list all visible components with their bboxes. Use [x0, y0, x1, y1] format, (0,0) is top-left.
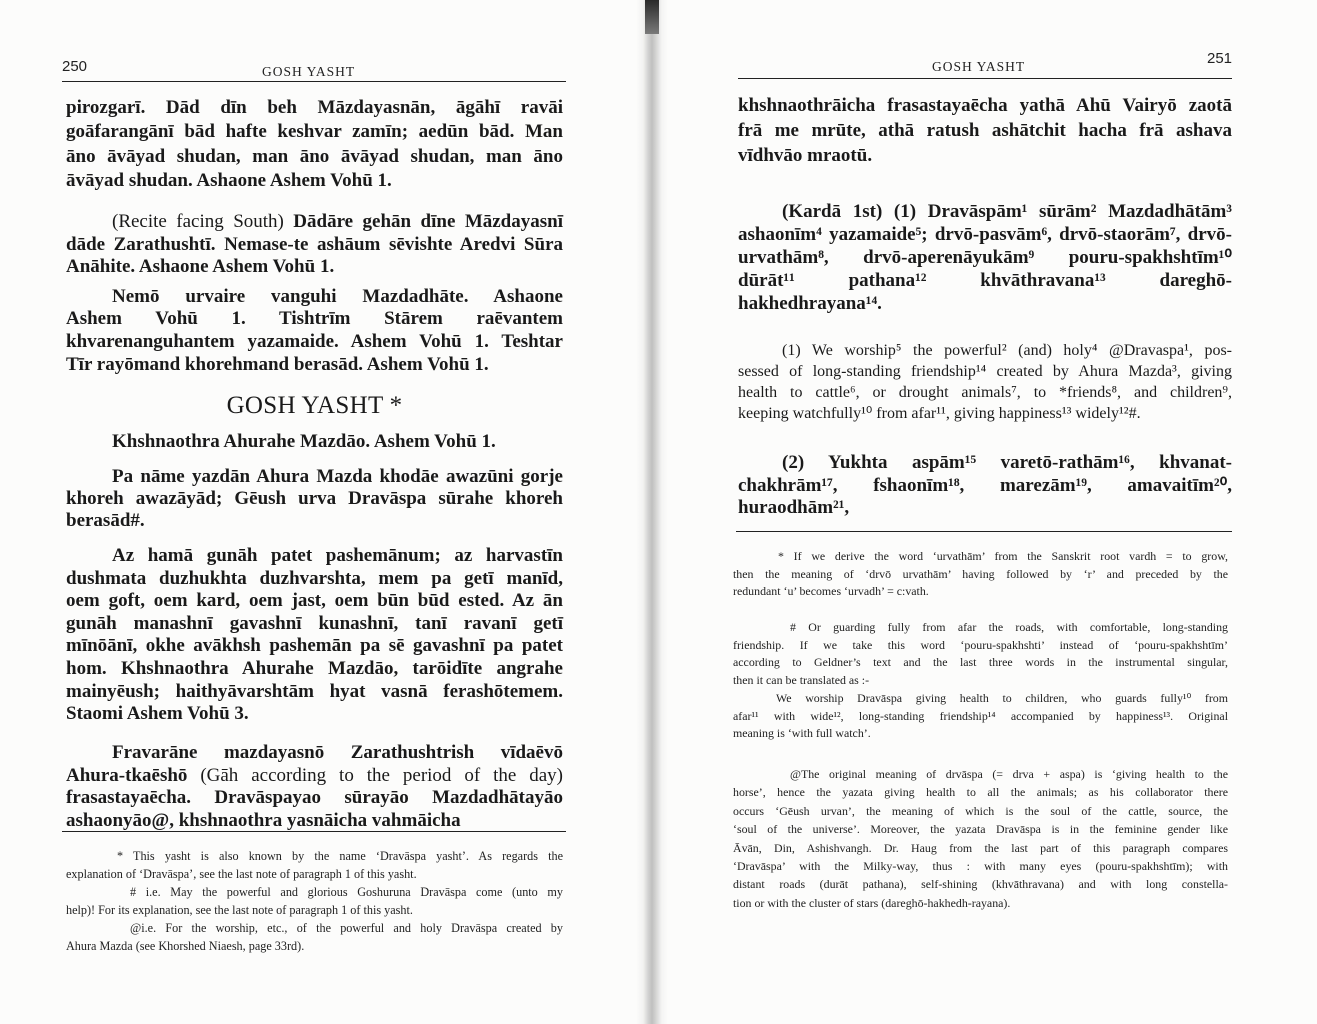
text-line: ‘Dravāspa’ with the Milky-way, thus : with many eyes (pouru-spakhshtīm); with: [733, 859, 1228, 874]
text-line: ashaonīm⁴ yazamaide⁵; drvō-pasvām⁶, drvō-staorām⁷, drvō-: [738, 223, 1232, 245]
text-line: oem goft, oem kard, oem jast, oem būn būd ested. Az ān: [66, 590, 563, 612]
text-line: frasastayaēcha. Dravāspayao sūrayāo Mazdadhātayāo: [66, 787, 563, 808]
karda-1-translation-paragraph: [738, 340, 1232, 425]
footnote: [66, 919, 563, 955]
text-line: chakhrām¹⁷, fshaonīm¹⁸, marezām¹⁹, amavaitīm²⁰,: [738, 474, 1232, 496]
text-line: Fravarāne mazdayasnō Zarathushtrish vīdaēvō: [112, 742, 563, 763]
text-line: help)! For its explanation, see the last note of paragraph 1 of this yasht.: [66, 903, 413, 917]
text-line: explanation of ‘Dravāspa’, see the last note of paragraph 1 of this yasht.: [66, 867, 417, 881]
text-line: ‘soul of the universe’. Moreover, the yazata Dravāspa is in the feminine gender like: [733, 822, 1228, 837]
running-head: GOSH YASHT: [262, 64, 356, 79]
page-number: 250: [62, 58, 88, 75]
text-line: health to cattle⁶, or drought animals⁷, to *friends⁸, and children⁹,: [738, 384, 1232, 402]
text-line: Tīr rayōmand khorehmand berasād. Ashem Vohū 1.: [66, 353, 489, 375]
header-rule: [738, 78, 1232, 79]
text-line: # Or guarding fully from afar the roads, with comfortable, long-standing: [790, 620, 1228, 634]
text-line: dūrāt¹¹ pathana¹² khvāthravana¹³ dareghō-: [738, 269, 1232, 291]
text-line: @The original meaning of drvāspa (= drva + aspa) is ‘giving health to the: [790, 767, 1228, 781]
text-line: huraodhām²¹,: [738, 497, 850, 518]
text-segment: (Gāh according to the period of the day): [200, 764, 563, 786]
footnote: [733, 690, 1228, 743]
binding-gutter-shadow: [645, 0, 659, 34]
text-line: hakhedhrayana¹⁴.: [738, 292, 882, 314]
text-line: (Kardā 1st) (1) Dravāspām¹ sūrām² Mazdadhātām³: [782, 200, 1232, 222]
text-line: Staomi Ashem Vohū 3.: [66, 703, 249, 725]
text-line: mīnōānī, okhe avākhsh pashemān pa sē gavashnī pa patet: [66, 635, 563, 657]
text-line: (2) Yukhta aspām¹⁵ varetō-rathām¹⁶, khvanat-: [782, 452, 1232, 473]
text-line: hom. Khshnaothra Ahurahe Mazdāo, tarōidīte angrahe: [66, 657, 563, 679]
text-line: [66, 211, 563, 234]
running-head: GOSH YASHT: [932, 59, 1026, 74]
invocation-conclusion-paragraph: [66, 96, 563, 194]
text-line: @i.e. For the worship, etc., of the powerful and holy Dravāspa created by: [130, 921, 563, 935]
text-line: khoreh awazāyād; Gēush urva Dravāspa sūrahe khoreh: [66, 488, 563, 509]
text-segment: Dādāre gehān dīne Māzdayasnī: [283, 211, 563, 232]
text-line: redundant ‘u’ becomes ‘urvadh’ = c:vath.: [733, 584, 929, 598]
text-line: Ashem Vohū 1. Tishtrīm Stārem raēvantem: [66, 308, 563, 330]
tishtar-invocation-paragraph: [66, 286, 563, 377]
text-line: then the meaning of ‘drvō urvathām’ having followed by ‘r’ and preceded by the: [733, 566, 1228, 581]
right-page: [660, 0, 1317, 1024]
karda-1-avestan-paragraph: [738, 200, 1232, 315]
text-line: # i.e. May the powerful and glorious Goshuruna Dravāspa come (unto my: [130, 885, 563, 899]
text-line: afar¹¹ with wide¹², long-standing friendship¹⁴ accompanied by happiness¹³. Original: [733, 708, 1228, 723]
text-segment: Ahura-tkaēshō: [66, 764, 201, 786]
text-line: goāfarangānī bād hafte keshvar zamīn; aedūn bād. Man: [66, 121, 563, 143]
khshnaothra-line: [66, 431, 563, 453]
text-line: khshnaothrāicha frasastayaēcha yathā Ahū Vairyō zaotā: [738, 94, 1232, 116]
text-line: (1) We worship⁵ the powerful² (and) holy⁴ @Dravaspa¹, pos-: [782, 341, 1232, 359]
footnote: [733, 548, 1228, 601]
left-page: [0, 0, 645, 1024]
text-line: Az hamā gunāh patet pashemānum; az harvastīn: [112, 545, 563, 566]
text-line: berasād#.: [66, 510, 145, 531]
section-title: GOSH YASHT *: [226, 392, 403, 419]
text-line: occurs ‘Gēush urvan’, the meaning of which is the soul of the cattle, source, the: [733, 803, 1228, 818]
text-line: Khshnaothra Ahurahe Mazdāo. Ashem Vohū 1.: [112, 431, 496, 452]
text-line: We worship Dravāspa giving health to children, who guards fully¹⁰ from: [776, 691, 1228, 705]
text-line: friendship. If we take this word ‘pouru-spakhshti’ instead of ‘pouru-spakhshtīm’: [733, 637, 1228, 652]
footnote-rule: [62, 831, 566, 832]
text-line: āno āvāyad shudan, man āno āvāyad shudan, man āno: [66, 145, 563, 167]
text-line: distant roads (durāt pathana), self-shining (khvāthravana) and with long constella-: [733, 877, 1228, 892]
patet-paragraph: [66, 545, 563, 726]
text-line: frā me mrūte, athā ratush ashātchit hacha frā ashava: [738, 119, 1232, 141]
text-line: ashaonyāo@, khshnaothra yasnāicha vahmāicha: [66, 809, 461, 831]
footnote: [733, 619, 1228, 689]
page-number: 251: [1207, 50, 1233, 67]
header-rule: [62, 81, 566, 82]
text-line: Anāhite. Ashaone Ashem Vohū 1.: [66, 256, 335, 277]
text-line: Ahura Mazda (see Khorshed Niaesh, page 33rd).: [66, 939, 305, 953]
text-line: then it can be translated as :-: [733, 672, 870, 687]
text-line: urvathām⁸, drvō-aperenāyukām⁹ pouru-spakhshtīm¹⁰: [738, 246, 1232, 268]
text-line: Āvān, Din, Ashishvangh. Dr. Haug from the last part of this paragraph compares: [733, 840, 1228, 855]
text-line: pirozgarī. Dād dīn beh Māzdayasnān, āgāhī ravāi: [66, 97, 563, 118]
text-line: āvāyad shudan. Ashaone Ashem Vohū 1.: [66, 170, 392, 192]
text-line: keeping watchfully¹⁰ from afar¹¹, giving happiness¹³ widely¹²#.: [738, 405, 1141, 423]
text-line: horse’, hence the yazata giving health to all the animals; as his collaborator there: [733, 785, 1228, 800]
text-line: mainyēush; haithyāvarshtām hyat vasnā ferashōtemem.: [66, 680, 563, 702]
text-line: * If we derive the word ‘urvathām’ from the Sanskrit root vardh = to grow,: [778, 549, 1228, 563]
text-segment: (Recite facing South): [112, 211, 284, 232]
footnote: [66, 847, 563, 883]
pa-name-yazdan-paragraph: [66, 466, 563, 532]
text-line: meaning is ‘with full watch’.: [733, 726, 871, 740]
footnote: [733, 765, 1228, 912]
text-line: tion or with the cluster of stars (dareghō-hakhedh-rayana).: [733, 895, 1011, 910]
footnote-rule: [736, 531, 1232, 532]
text-line: khvarenanguhantem yazamaide. Ashem Vohū 1. Teshtar: [66, 330, 563, 352]
text-line: sessed of long-standing friendship¹⁴ created by Ahura Mazda³, giving: [738, 362, 1232, 380]
text-line: vīdhvāo mraotū.: [738, 144, 873, 166]
text-line: according to Geldner’s text and the last three words in the instrumental singular,: [733, 655, 1228, 670]
south-recitation-paragraph: [66, 211, 563, 279]
text-line: gunāh manashnī gavashnī kunashnī, tanī ravanī getī: [66, 612, 563, 634]
khshnaothraicha-paragraph: [738, 93, 1232, 168]
verse-2-avestan-paragraph: [738, 452, 1232, 520]
text-line: dushmata duzhukhta duzhvarshta, mem pa getī manīd,: [66, 567, 563, 589]
text-line: [66, 765, 563, 788]
text-line: * This yasht is also known by the name ‘Dravāspa yasht’. As regards the: [117, 849, 563, 863]
footnote: [66, 883, 563, 919]
text-line: dāde Zarathushtī. Nemase-te ashāum sēvishte Aredvi Sūra: [66, 233, 563, 255]
text-line: Pa nāme yazdān Ahura Mazda khodāe awazūni gorje: [112, 466, 563, 487]
fravarane-paragraph: [66, 742, 563, 832]
text-line: Nemō urvaire vanguhi Mazdadhāte. Ashaone: [112, 285, 563, 307]
